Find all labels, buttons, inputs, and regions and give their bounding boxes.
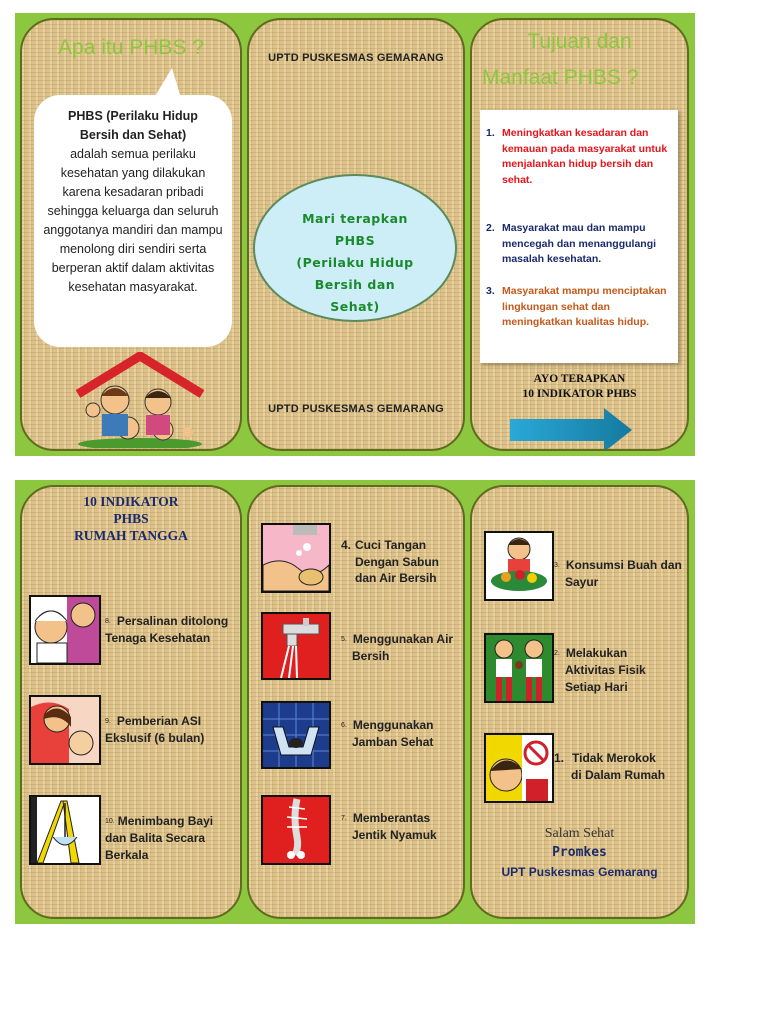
- goal-text: Meningkatkan kesadaran dan kemauan pada masyarakat untuk menjalankan hidup bersih dan sehat.: [502, 127, 668, 186]
- cta-line: AYO TERAPKAN: [533, 373, 626, 385]
- indicator-text: Persalinan ditolong: [116, 614, 229, 628]
- indicator-number: 8.: [105, 617, 111, 625]
- slogan-line: Mari terapkan: [302, 211, 408, 226]
- indicator-number: 10.: [105, 817, 115, 825]
- goal-number: 1.: [486, 127, 495, 139]
- water-tap-icon: [261, 612, 331, 680]
- indicator-text: Setiap Hari: [565, 679, 628, 694]
- goal-text: Masyarakat mau dan mampu mencegah dan menanggulangi masalah kesehatan.: [502, 222, 657, 265]
- indicator-text: Konsumsi Buah dan: [565, 558, 682, 572]
- panel-title: Apa itu PHBS ?: [58, 36, 204, 59]
- header-bottom: UPTD PUSKESMAS GEMARANG: [268, 403, 444, 415]
- indicator-text: Ekslusif (6 bulan): [105, 731, 205, 746]
- mosquito-larva-icon: [261, 795, 331, 865]
- indicator-number: 9.: [105, 717, 111, 725]
- right-arrow-icon: [510, 408, 634, 451]
- indicator-text: Memberantas: [352, 811, 431, 825]
- no-smoking-icon: [484, 733, 554, 803]
- indicator-text: Cuci Tangan: [355, 538, 427, 552]
- panel-title: Tujuan dan: [527, 30, 632, 53]
- definition-heading-2: Bersih dan Sehat): [79, 128, 187, 142]
- indicator-text: Menimbang Bayi: [117, 814, 214, 828]
- goal-item: [486, 221, 670, 268]
- goal-item: [486, 284, 670, 331]
- indicator-text: Sayur: [565, 575, 599, 590]
- indicator-number: 1.: [554, 751, 565, 765]
- indicator-text: Jentik Nyamuk: [352, 828, 437, 843]
- indicator-number: 7.: [341, 814, 347, 822]
- heading-line: PHBS: [113, 511, 149, 526]
- exercise-icon: [484, 633, 554, 703]
- closing-unit: UPT Puskesmas Gemarang: [501, 865, 658, 879]
- goal-item: [486, 126, 670, 188]
- indicator-text: Melakukan: [565, 646, 628, 660]
- indicator-3: [554, 557, 682, 591]
- panel-goals: [470, 18, 689, 451]
- indicator-9: [105, 713, 204, 747]
- heading-line: 10 INDIKATOR: [83, 494, 179, 509]
- slogan-line: Bersih dan: [314, 277, 396, 292]
- panel-indicators-8-10: [20, 485, 242, 919]
- indicator-text: Tidak Merokok: [572, 751, 656, 765]
- indicator-text: Aktivitas Fisik: [565, 663, 646, 678]
- goals-box: [480, 110, 678, 363]
- definition-bubble: [34, 95, 232, 347]
- definition-body: adalah semua perilaku kesehatan yang dilakukan karena kesadaran pribadi sehingga keluarga dan seluruh anggotanya mandiri dan mampu menolong diri sendiri serta berperan aktif dalam aktivitas kesehatan masyarakat.: [43, 147, 223, 294]
- indicator-5: [341, 631, 453, 665]
- indicator-4: [341, 537, 439, 587]
- family-house-icon: [70, 352, 210, 448]
- slogan-line: PHBS: [334, 233, 376, 248]
- indicator-number: 3.: [554, 561, 560, 569]
- indicator-text: Bersih: [352, 649, 390, 664]
- baby-scale-icon: [29, 795, 101, 865]
- indicator-1: [554, 750, 665, 783]
- indicator-7: [341, 810, 437, 844]
- cta-line: 10 INDIKATOR PHBS: [522, 388, 637, 400]
- cta-text: [472, 372, 687, 402]
- panel-cover: [247, 18, 465, 451]
- fruit-vegetable-icon: [484, 531, 554, 601]
- indicator-text: Dengan Sabun: [355, 554, 440, 569]
- closing-greeting: Salam Sehat: [544, 826, 615, 841]
- indicator-text: Tenaga Kesehatan: [105, 631, 211, 646]
- indicator-text: Menggunakan Air: [352, 632, 454, 646]
- indicator-text: dan Balita Secara: [105, 831, 206, 846]
- indicator-10: [105, 813, 213, 863]
- brochure-inside-sheet: [15, 480, 695, 924]
- indicator-number: 5.: [341, 635, 347, 643]
- slogan-line: (Perilaku Hidup: [296, 255, 414, 270]
- indicator-text: di Dalam Rumah: [571, 767, 666, 782]
- toilet-icon: [261, 701, 331, 769]
- indicator-text: Jamban Sehat: [352, 735, 434, 750]
- panel-indicators-4-7: [247, 485, 465, 919]
- closing-org: Promkes: [552, 845, 607, 860]
- indicator-text: Menggunakan: [352, 718, 434, 732]
- indicator-2: [554, 645, 646, 695]
- indicator-number: 4.: [341, 538, 352, 552]
- definition-heading: PHBS (Perilaku Hidup: [68, 109, 198, 123]
- header-top: UPTD PUSKESMAS GEMARANG: [268, 52, 444, 64]
- heading-line: RUMAH TANGGA: [74, 528, 188, 543]
- panel-indicators-1-3: [470, 485, 689, 919]
- panel-title-2: Manfaat PHBS ?: [482, 66, 639, 89]
- indicator-8: [105, 613, 228, 647]
- indicator-number: 2.: [554, 649, 560, 657]
- slogan-line: Sehat): [330, 299, 380, 314]
- midwife-icon: [29, 595, 101, 665]
- indicator-heading: [22, 493, 240, 544]
- goal-number: 2.: [486, 222, 495, 234]
- indicator-text: dan Air Bersih: [355, 571, 437, 585]
- panel-what-is-phbs: [20, 18, 242, 451]
- indicator-6: [341, 717, 434, 751]
- indicator-number: 6.: [341, 721, 347, 729]
- indicator-text: Pemberian ASI: [116, 714, 202, 728]
- goal-text: Masyarakat mampu menciptakan lingkungan sehat dan meningkatkan kualitas hidup.: [502, 285, 667, 328]
- indicator-text: Berkala: [105, 847, 149, 862]
- brochure-front-sheet: [15, 13, 695, 456]
- slogan-ellipse: [253, 174, 457, 322]
- goal-number: 3.: [486, 285, 495, 297]
- breastfeeding-icon: [29, 695, 101, 765]
- handwashing-icon: [261, 523, 331, 593]
